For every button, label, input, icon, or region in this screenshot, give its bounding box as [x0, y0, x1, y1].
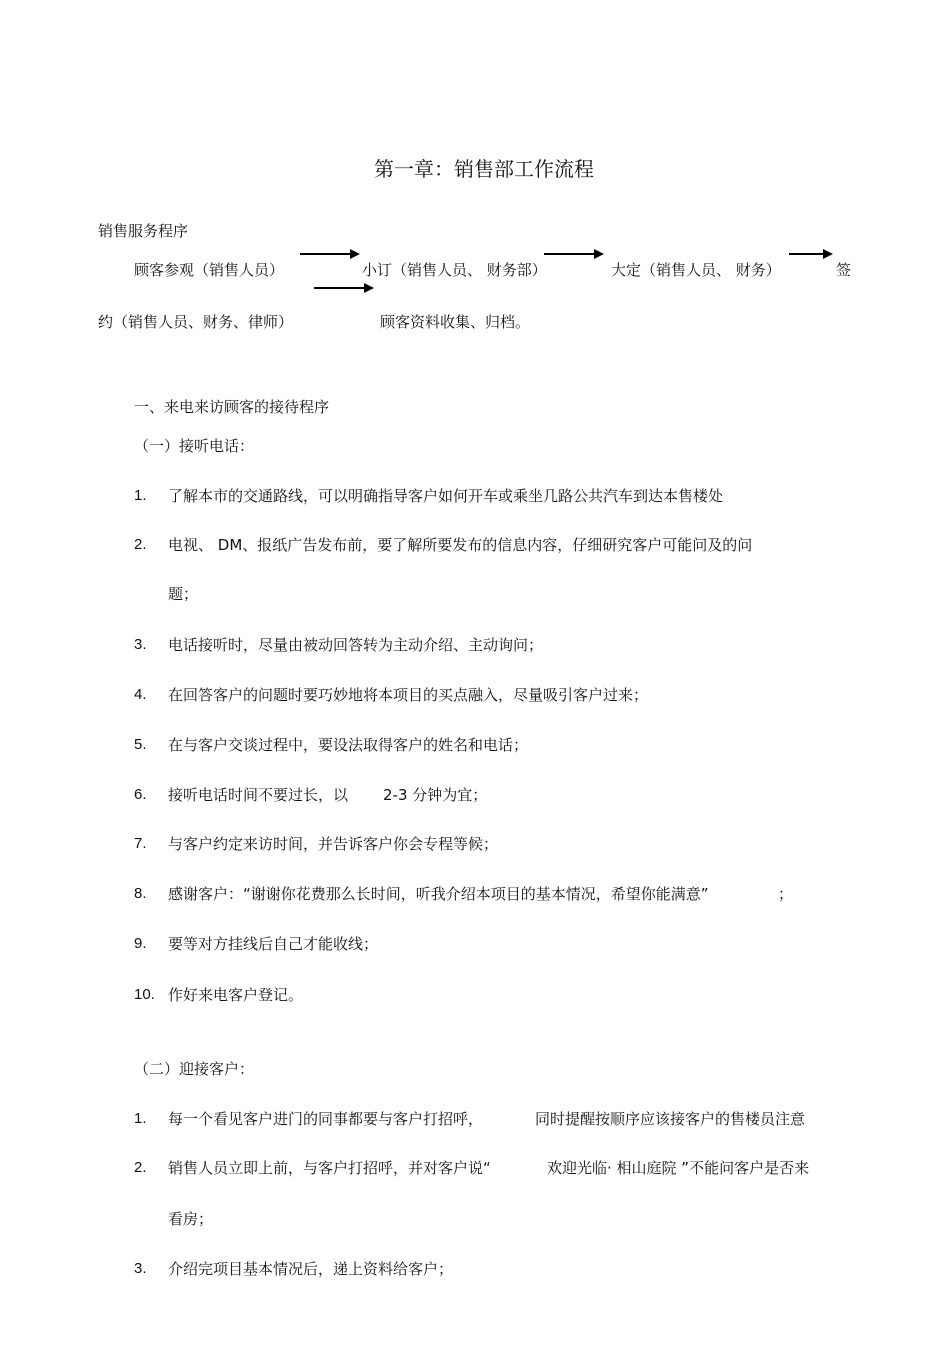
flow-step-deposit: 大定（销售人员、 财务）: [611, 261, 781, 279]
list-item-text-extra: 2-3 分钟为宜；: [383, 786, 488, 804]
page-title: 第一章：销售部工作流程: [374, 157, 594, 181]
list-item-text: 电视、 DM、报纸广告发布前，要了解所要发布的信息内容，仔细研究客户可能问及的问: [168, 536, 753, 554]
section-heading: 一、来电来访顾客的接待程序: [134, 398, 330, 416]
list-item-number: 10.: [134, 986, 155, 1003]
list-item-text: 作好来电客户登记。: [168, 986, 304, 1004]
list-item-text: 与客户约定来访时间，并告诉客户你会专程等候；: [168, 835, 499, 853]
list-item-continuation: 题；: [168, 585, 199, 603]
list-item-text: 要等对方挂线后自己才能收线；: [168, 935, 379, 953]
list-item-text: 每一个看见客户进门的同事都要与客户打招呼，: [168, 1110, 484, 1128]
subsection-heading-greeting: （二）迎接客户：: [134, 1060, 255, 1078]
list-item-number: 9.: [134, 935, 147, 952]
list-item-number: 8.: [134, 885, 147, 902]
list-item-number: 7.: [134, 835, 147, 852]
flow-heading: 销售服务程序: [98, 222, 189, 240]
list-item-number: 3.: [134, 636, 147, 653]
list-item-text: 接听电话时间不要过长，以: [168, 786, 349, 804]
list-item-continuation: 看房；: [168, 1210, 214, 1228]
list-item-number: 5.: [134, 736, 147, 753]
list-item-text: 感谢客户：“谢谢你花费那么长时间，听我介绍本项目的基本情况，希望你能满意”: [168, 885, 709, 903]
flow-arrow-2: [544, 247, 604, 261]
list-item-text: 在回答客户的问题时要巧妙地将本项目的买点融入，尽量吸引客户过来；: [168, 686, 649, 704]
list-item-text-extra: ；: [778, 885, 794, 903]
flow-step-sign: 约（销售人员、财务、律师）: [98, 313, 294, 331]
flow-step-small-order: 小订（销售人员、 财务部）: [362, 261, 547, 279]
list-item-number: 6.: [134, 786, 147, 803]
list-item-text-extra: 欢迎光临· 相山庭院 ”不能问客户是否来: [547, 1159, 810, 1177]
list-item-number: 3.: [134, 1260, 147, 1277]
subsection-heading-phone: （一）接听电话：: [134, 437, 255, 455]
flow-step-archive: 顾客资料收集、归档。: [380, 313, 531, 331]
list-item-text: 介绍完项目基本情况后，递上资料给客户；: [168, 1260, 454, 1278]
list-item-text-extra: 同时提醒按顺序应该接客户的售楼员注意: [535, 1110, 806, 1128]
flow-step-visit: 顾客参观（销售人员）: [134, 261, 285, 279]
list-item-text: 电话接听时，尽量由被动回答转为主动介绍、主动询问；: [168, 636, 544, 654]
flow-arrow-1: [300, 247, 360, 261]
list-item-number: 1.: [134, 487, 147, 504]
list-item-number: 2.: [134, 536, 147, 553]
list-item-text: 在与客户交谈过程中，要设法取得客户的姓名和电话；: [168, 736, 529, 754]
list-item-number: 2.: [134, 1159, 147, 1176]
flow-arrow-4: [314, 281, 374, 295]
flow-step-sign-start: 签: [836, 261, 852, 279]
list-item-text: 销售人员立即上前，与客户打招呼，并对客户说“: [168, 1159, 491, 1177]
flow-arrow-3: [789, 247, 833, 261]
list-item-number: 4.: [134, 686, 147, 703]
list-item-text: 了解本市的交通路线，可以明确指导客户如何开车或乘坐几路公共汽车到达本售楼处: [168, 487, 724, 505]
list-item-number: 1.: [134, 1110, 147, 1127]
